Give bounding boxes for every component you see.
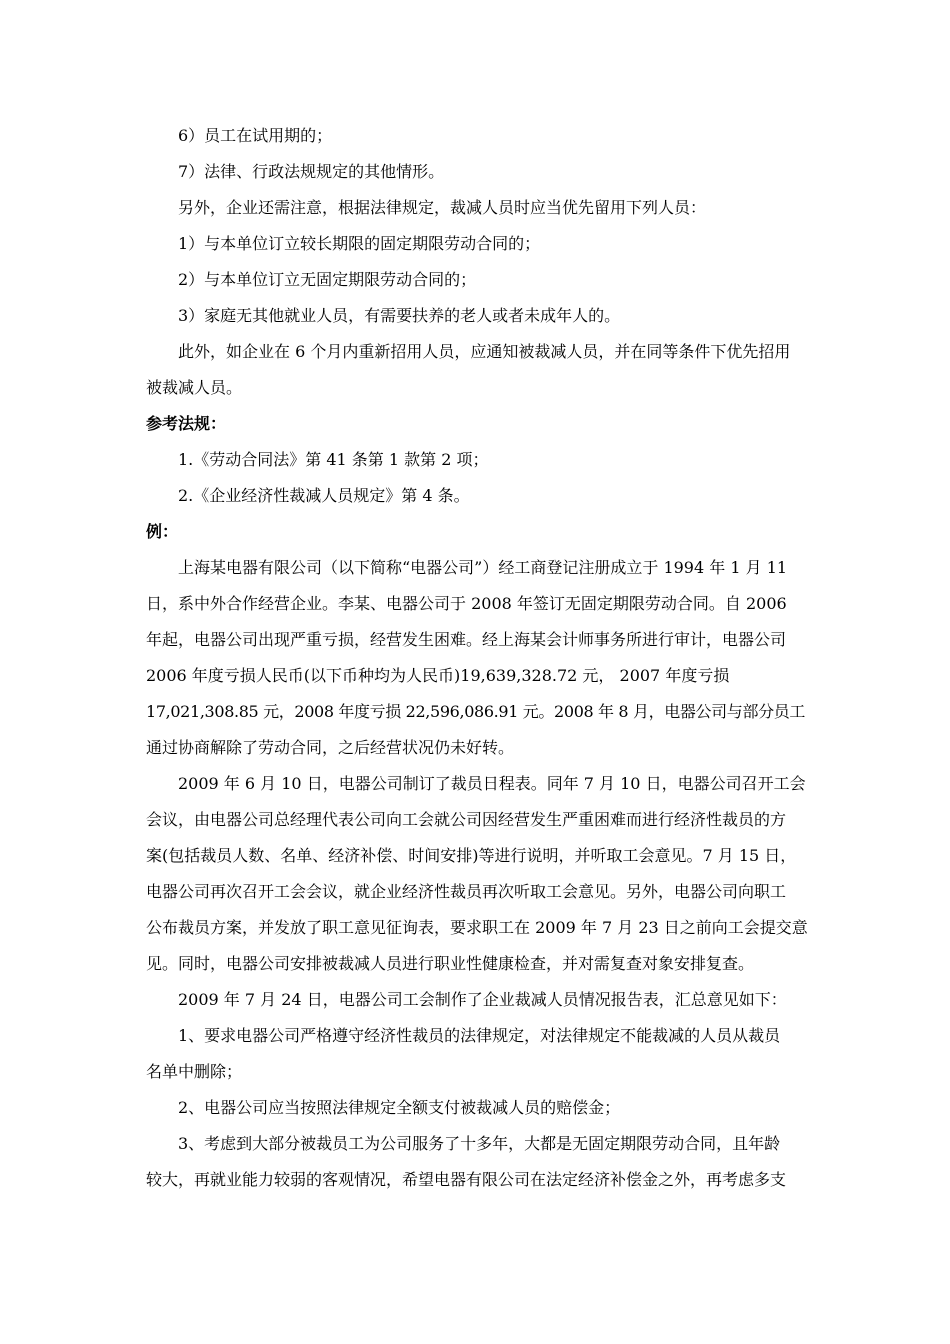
section-heading-references: 参考法规： [146, 414, 227, 433]
document-body [146, 118, 810, 1198]
priority-item-1: 1）与本单位订立较长期限的固定期限劳动合同的； [178, 234, 541, 253]
opinion-item-1-line-2: 名单中删除； [146, 1062, 243, 1081]
example-paragraph-1-line-6: 通过协商解除了劳动合同，之后经营状况仍未好转。 [146, 738, 515, 757]
opinion-item-3-line-2: 较大，再就业能力较弱的客观情况，希望电器有限公司在法定经济补偿金之外，再考虑多支 [146, 1170, 787, 1189]
example-paragraph-2-line-5: 公布裁员方案，并发放了职工意见征询表，要求职工在 2009 年 7 月 23 日之前向工会提交意 [146, 918, 808, 937]
section-heading-example: 例： [146, 522, 179, 541]
example-paragraph-1-line-4: 2006 年度亏损人民币(以下币种均为人民币)19,639,328.72 元， 2007 年度亏损 [146, 666, 730, 685]
paragraph-rehire-line-2: 被裁减人员。 [146, 378, 243, 397]
example-paragraph-1-line-5: 17,021,308.85 元，2008 年度亏损 22,596,086.91 元。2008 年 8 月，电器公司与部分员工 [146, 702, 806, 721]
priority-item-2: 2）与本单位订立无固定期限劳动合同的； [178, 270, 477, 289]
example-paragraph-2-line-4: 电器公司再次召开工会会议，就企业经济性裁员再次听取工会意见。另外，电器公司向职工 [146, 882, 787, 901]
paragraph-priority-retention: 另外，企业还需注意，根据法律规定，裁减人员时应当优先留用下列人员： [178, 198, 707, 217]
reference-item-2: 2.《企业经济性裁减人员规定》第 4 条。 [178, 486, 470, 505]
example-paragraph-2-line-1: 2009 年 6 月 10 日，电器公司制订了裁员日程表。同年 7 月 10 日，电器公司召开工会 [178, 774, 806, 793]
example-paragraph-2-line-6: 见。同时，电器公司安排被裁减人员进行职业性健康检查，并对需复查对象安排复查。 [146, 954, 755, 973]
priority-item-3: 3）家庭无其他就业人员，有需要扶养的老人或者未成年人的。 [178, 306, 621, 325]
example-paragraph-2-line-2: 会议，由电器公司总经理代表公司向工会就公司因经营发生严重困难而进行经济性裁员的方 [146, 810, 787, 829]
opinion-item-1-line-1: 1、要求电器公司严格遵守经济性裁员的法律规定，对法律规定不能裁减的人员从裁员 [178, 1026, 781, 1045]
opinion-item-3-line-1: 3、考虑到大部分被裁员工为公司服务了十多年，大都是无固定期限劳动合同，且年龄 [178, 1134, 781, 1153]
example-paragraph-1-line-2: 日，系中外合作经营企业。李某、电器公司于 2008 年签订无固定期限劳动合同。自 2006 [146, 594, 787, 613]
example-paragraph-3: 2009 年 7 月 24 日，电器公司工会制作了企业裁减人员情况报告表，汇总意见如下： [178, 990, 787, 1009]
paragraph-rehire-line-1: 此外，如企业在 6 个月内重新招用人员，应通知被裁减人员，并在同等条件下优先招用 [178, 342, 791, 361]
list-item-7: 7）法律、行政法规规定的其他情形。 [178, 162, 445, 181]
example-paragraph-2-line-3: 案(包括裁员人数、名单、经济补偿、时间安排)等进行说明，并听取工会意见。7 月 15 日， [146, 846, 797, 865]
list-item-6: 6）员工在试用期的； [178, 126, 333, 145]
reference-item-1: 1.《劳动合同法》第 41 条第 1 款第 2 项； [178, 450, 489, 469]
opinion-item-2: 2、电器公司应当按照法律规定全额支付被裁减人员的赔偿金； [178, 1098, 621, 1117]
example-paragraph-1-line-3: 年起，电器公司出现严重亏损，经营发生困难。经上海某会计师事务所进行审计，电器公司 [146, 630, 787, 649]
example-paragraph-1-line-1: 上海某电器有限公司（以下简称“电器公司”）经工商登记注册成立于 1994 年 1 月 11 [178, 558, 788, 577]
